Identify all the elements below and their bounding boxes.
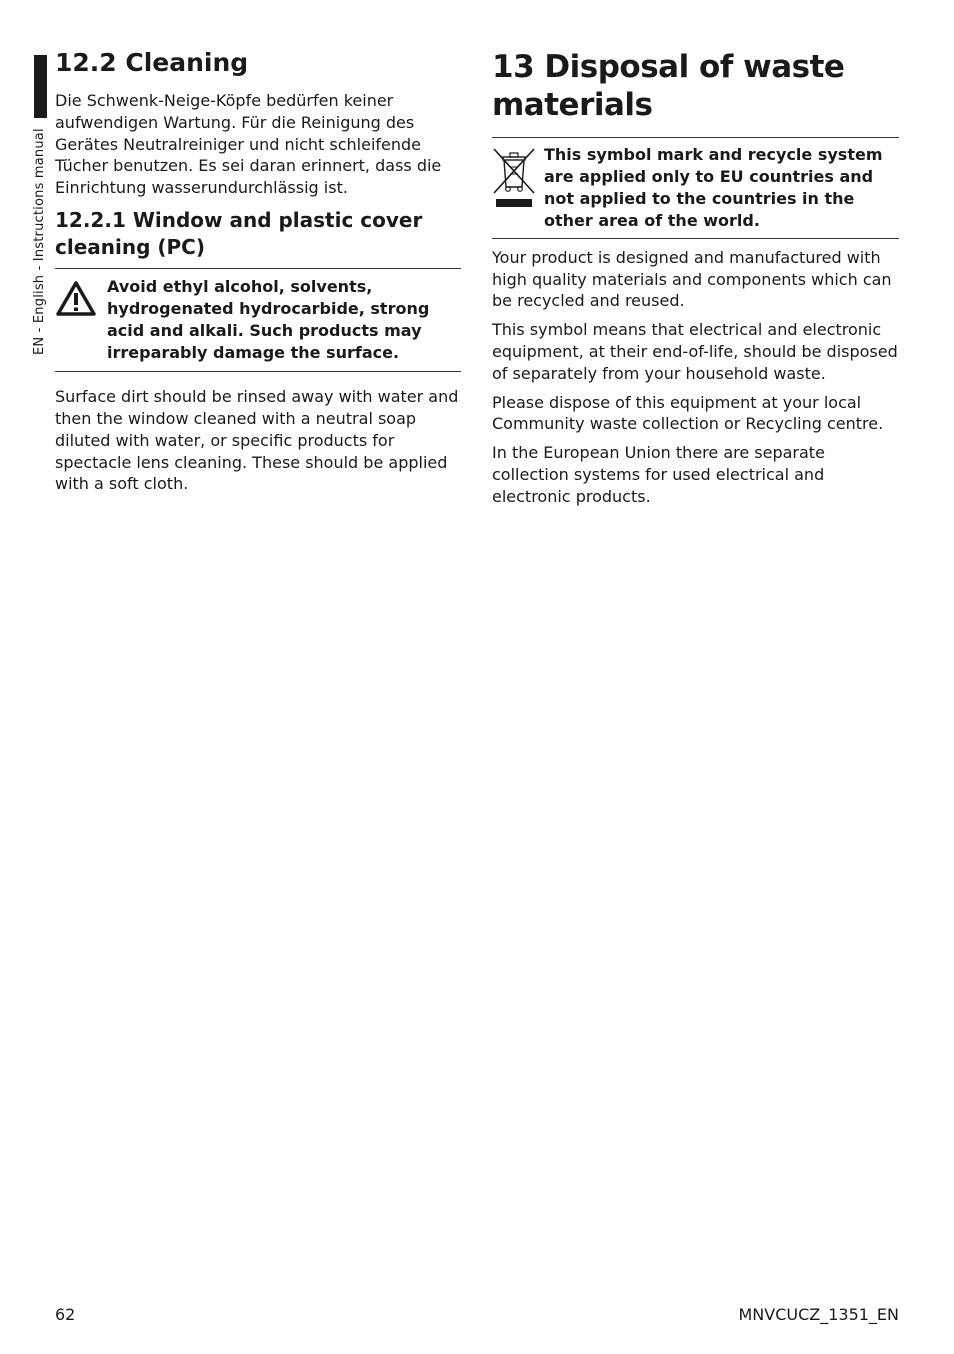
disposal-paragraph: Please dispose of this equipment at your local Community waste collection or Recycling centre.	[492, 392, 884, 434]
cleaning-body: Surface dirt should be rinsed away with water and then the window cleaned with a neutral soap diluted with water, or specific products for spectacle lens cleaning. These should be applied with a soft cloth.	[55, 387, 459, 494]
sidebar-label: EN - English - Instructions manual	[32, 128, 47, 355]
sidebar-marker	[34, 55, 47, 118]
crossed-out-bin-icon	[492, 144, 536, 232]
right-column	[492, 48, 899, 515]
page-number: 62	[55, 1305, 76, 1324]
disposal-paragraph: Your product is designed and manufactured with high quality materials and components which can be recycled and reused.	[492, 247, 892, 311]
warning-box	[55, 268, 461, 372]
recycle-note-box	[492, 137, 899, 239]
document-code: MNVCUCZ_1351_EN	[738, 1305, 899, 1324]
subsection-heading-window-cleaning: 12.2.1 Window and plastic cover cleaning (PC)	[55, 207, 423, 259]
warning-text: Avoid ethyl alcohol, solvents, hydrogenated hydrocarbide, strong acid and alkali. Such products may irreparably damage the surface.	[107, 277, 430, 363]
left-column	[55, 48, 461, 502]
section-heading-disposal: 13 Disposal of waste materials	[492, 49, 845, 124]
section-heading-cleaning: 12.2 Cleaning	[55, 48, 249, 77]
disposal-paragraph: This symbol means that electrical and electronic equipment, at their end-of-life, should be disposed of separately from your household waste.	[492, 320, 898, 383]
cleaning-intro: Die Schwenk-Neige-Köpfe bedürfen keiner aufwendigen Wartung. Für die Reinigung des Gerätes Neutralreiniger und nicht schleifende Tücher benutzen. Es sei daran erinnert, dass die Einrichtung wasserundurchlässig ist.	[55, 91, 442, 198]
recycle-note-text: This symbol mark and recycle system are applied only to EU countries and not applied to the countries in the other area of the world.	[544, 144, 883, 230]
warning-triangle-icon	[55, 276, 99, 364]
disposal-paragraph: In the European Union there are separate collection systems for used electrical and electronic products.	[492, 443, 825, 506]
